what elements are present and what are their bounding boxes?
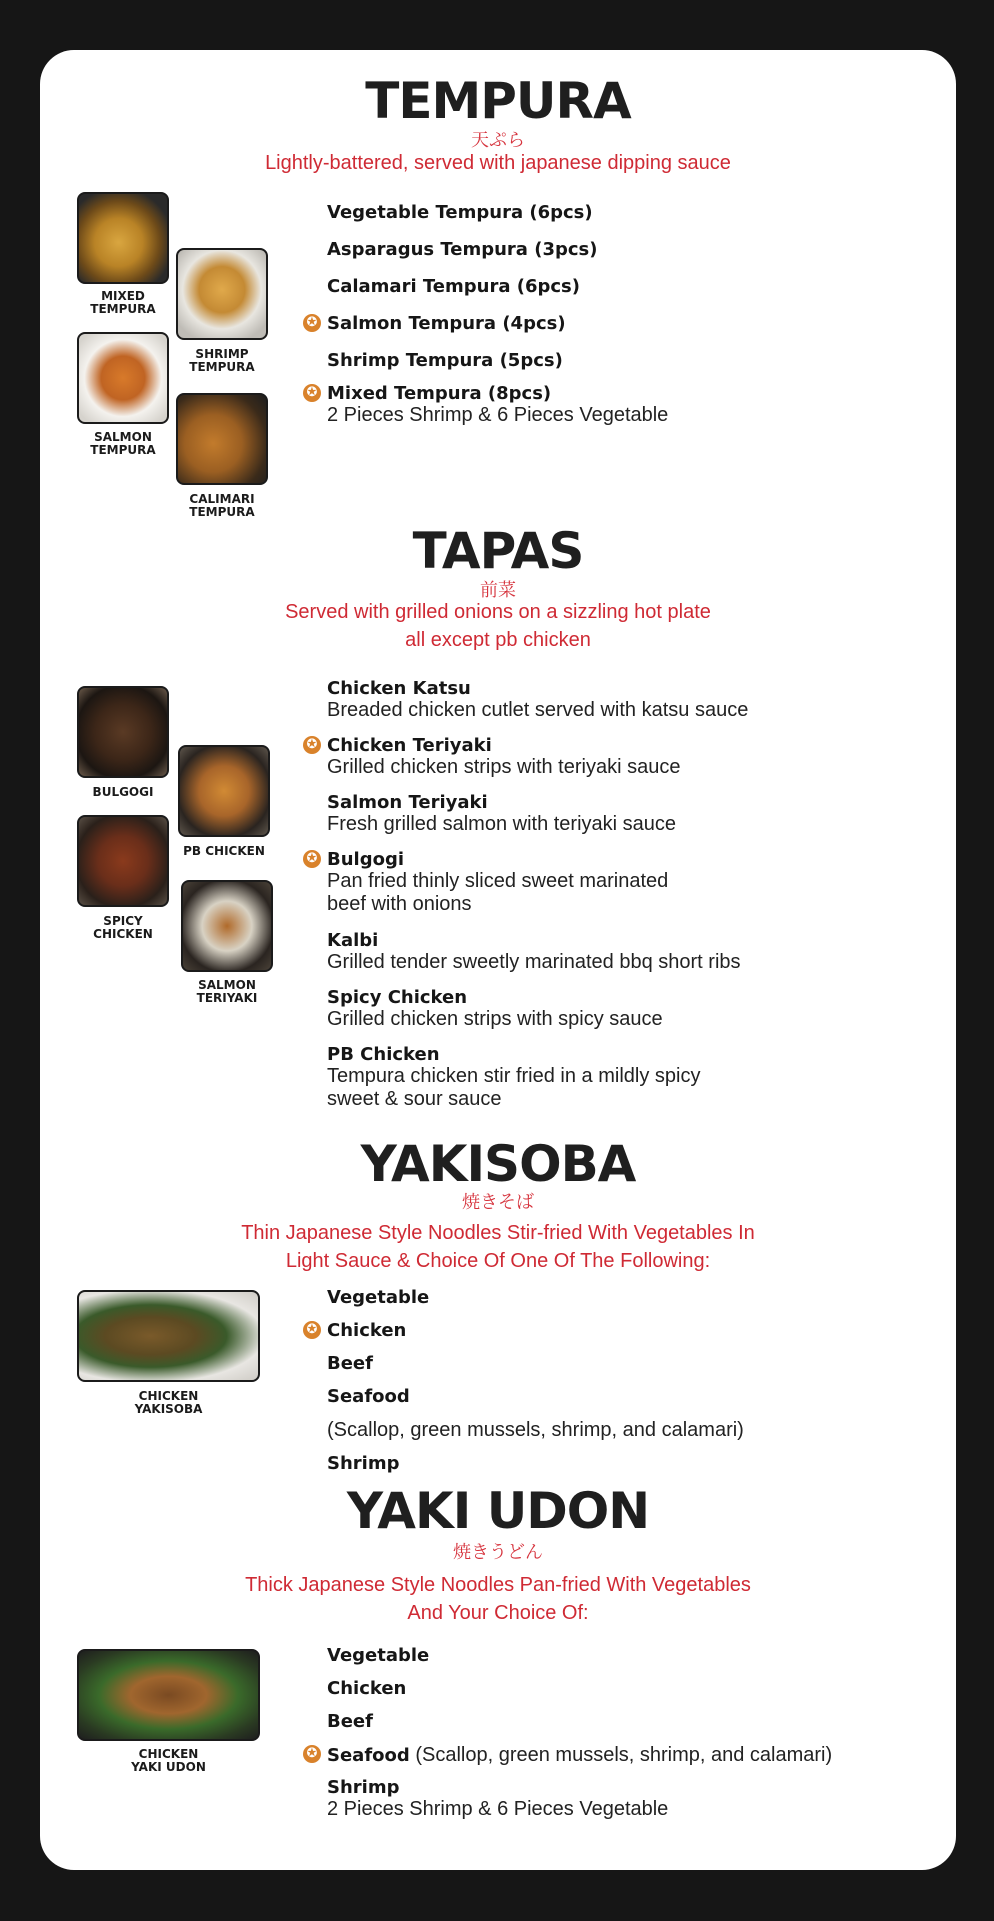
calimari-tempura-caption: CALIMARI TEMPURA xyxy=(189,492,255,519)
yakiudon-title: YAKI UDON xyxy=(346,1482,650,1540)
chicken-yakisoba-photo xyxy=(77,1290,260,1382)
menu-item: Beef xyxy=(327,1353,373,1374)
tapas-title: TAPAS xyxy=(412,522,584,580)
menu-item: (Scallop, green mussels, shrimp, and calamari) xyxy=(327,1419,744,1441)
yakiudon-subtitle-line2: And Your Choice Of: xyxy=(407,1602,589,1624)
yakisoba-jp-title: 焼きそば xyxy=(462,1192,534,1213)
yakisoba-title: YAKISOBA xyxy=(360,1135,636,1193)
salmon-tempura-caption: SALMON TEMPURA xyxy=(90,430,156,457)
star-badge-icon: ✪ xyxy=(303,850,321,868)
menu-item: Shrimp xyxy=(327,1453,400,1474)
menu-item: Chicken xyxy=(327,1678,407,1699)
chicken-yakiudon-caption: CHICKEN YAKI UDON xyxy=(131,1747,206,1774)
pb-chicken-caption: PB CHICKEN xyxy=(183,844,265,858)
menu-item: ✪ Chicken xyxy=(327,1320,406,1341)
tempura-jp-title: 天ぷら xyxy=(471,130,525,151)
menu-item: ✪ Chicken Teriyaki Grilled chicken strips with teriyaki sauce xyxy=(327,735,680,779)
menu-item: Vegetable Tempura (6pcs) xyxy=(327,202,593,223)
menu-item: Vegetable xyxy=(327,1645,430,1666)
menu-item: ✪ Mixed Tempura (8pcs) 2 Pieces Shrimp & 6 Pieces Vegetable xyxy=(327,383,668,427)
bulgogi-photo xyxy=(77,686,169,778)
yakisoba-subtitle-line1: Thin Japanese Style Noodles Stir-fried With Vegetables In xyxy=(241,1222,755,1244)
pb-chicken-photo xyxy=(178,745,270,837)
menu-item: Kalbi Grilled tender sweetly marinated bbq short ribs xyxy=(327,930,741,973)
menu-page xyxy=(40,50,956,1870)
star-badge-icon: ✪ xyxy=(303,736,321,754)
calimari-tempura-photo xyxy=(176,393,268,485)
yakiudon-jp-title: 焼きうどん xyxy=(453,1542,543,1563)
menu-item: Calamari Tempura (6pcs) xyxy=(327,276,580,297)
chicken-yakiudon-photo xyxy=(77,1649,260,1741)
tempura-title: TEMPURA xyxy=(365,72,631,130)
shrimp-tempura-caption: SHRIMP TEMPURA xyxy=(189,347,255,374)
salmon-tempura-photo xyxy=(77,332,169,424)
mixed-tempura-caption: MIXED TEMPURA xyxy=(90,289,156,316)
spicy-chicken-caption: SPICY CHICKEN xyxy=(93,914,153,941)
mixed-tempura-photo xyxy=(77,192,169,284)
salmon-teriyaki-photo xyxy=(181,880,273,972)
spicy-chicken-photo xyxy=(77,815,169,907)
menu-item: Shrimp 2 Pieces Shrimp & 6 Pieces Vegetable xyxy=(327,1777,669,1820)
yakisoba-subtitle-line2: Light Sauce & Choice Of One Of The Following: xyxy=(285,1250,711,1272)
menu-item: Salmon Teriyaki Fresh grilled salmon with teriyaki sauce xyxy=(327,792,677,835)
yakiudon-subtitle-line1: Thick Japanese Style Noodles Pan-fried With Vegetables xyxy=(245,1574,751,1596)
tapas-subtitle-line1: Served with grilled onions on a sizzling hot plate xyxy=(285,601,711,623)
menu-item: ✪ Seafood (Scallop, green mussels, shrimp, and calamari) xyxy=(327,1744,832,1767)
shrimp-tempura-photo xyxy=(176,248,268,340)
menu-item: Asparagus Tempura (3pcs) xyxy=(327,239,598,260)
star-badge-icon: ✪ xyxy=(303,384,321,402)
menu-item: PB Chicken Tempura chicken stir fried in a mildly spicy sweet & sour sauce xyxy=(327,1044,701,1110)
menu-item: Shrimp Tempura (5pcs) xyxy=(327,350,563,371)
star-badge-icon: ✪ xyxy=(303,1321,321,1339)
tapas-subtitle-line2: all except pb chicken xyxy=(405,629,591,651)
menu-item: Beef xyxy=(327,1711,373,1732)
tempura-subtitle: Lightly-battered, served with japanese dipping sauce xyxy=(265,152,731,174)
salmon-teriyaki-caption: SALMON TERIYAKI xyxy=(196,978,258,1005)
star-badge-icon: ✪ xyxy=(303,314,321,332)
menu-item: Spicy Chicken Grilled chicken strips with spicy sauce xyxy=(327,987,663,1030)
star-badge-icon: ✪ xyxy=(303,1745,321,1763)
menu-item: Chicken Katsu Breaded chicken cutlet served with katsu sauce xyxy=(327,678,749,721)
menu-item: Vegetable xyxy=(327,1287,430,1308)
menu-item: ✪ Salmon Tempura (4pcs) xyxy=(327,313,566,334)
bulgogi-caption: BULGOGI xyxy=(92,785,154,799)
menu-item: ✪ Bulgogi Pan fried thinly sliced sweet marinated beef with onions xyxy=(327,849,668,916)
menu-item: Seafood xyxy=(327,1386,410,1407)
chicken-yakisoba-caption: CHICKEN YAKISOBA xyxy=(134,1389,203,1416)
tapas-jp-title: 前菜 xyxy=(480,580,516,601)
